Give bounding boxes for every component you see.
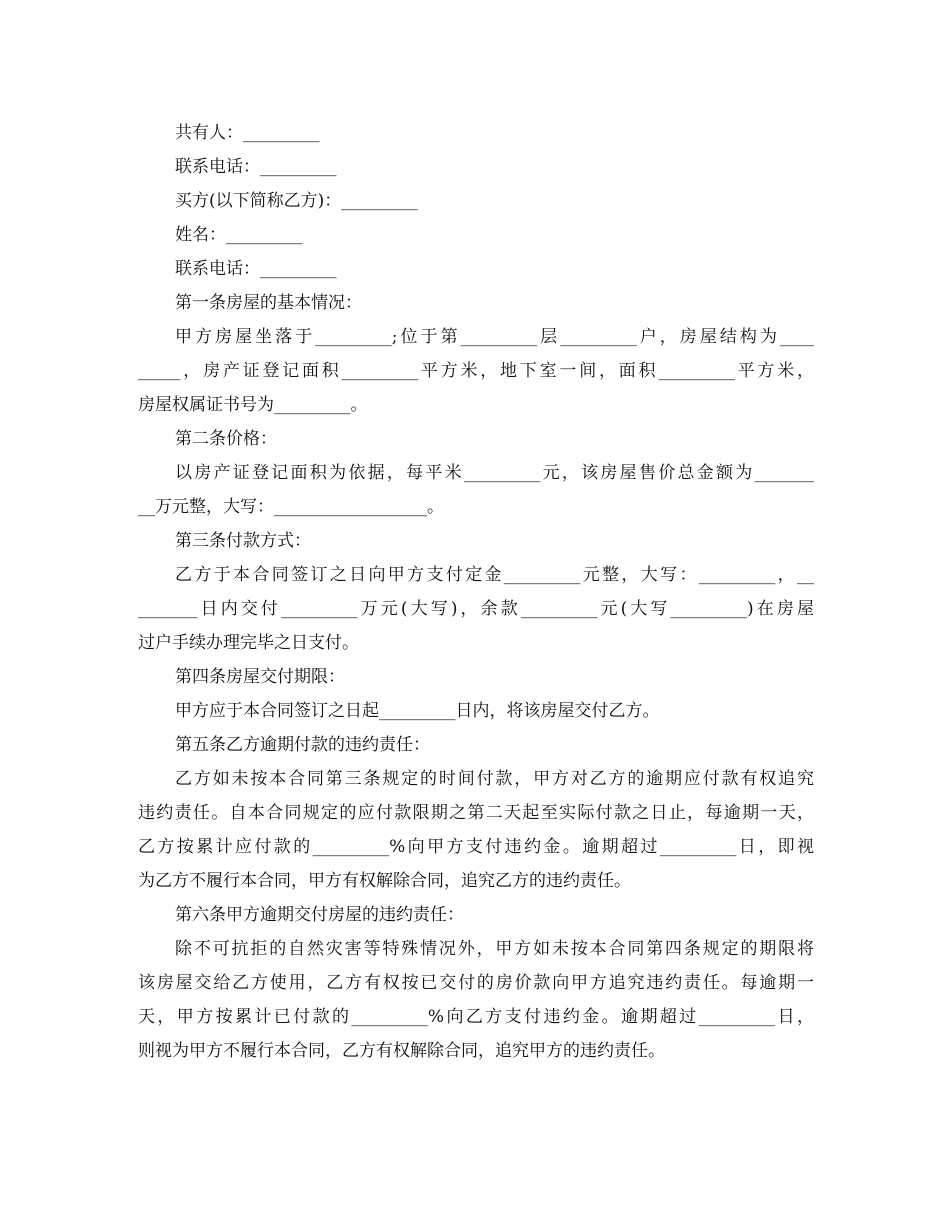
co-owner-line: 共有人：_________ [175,123,320,143]
article-1-line-1: 甲方房屋坐落于_________;位于第_________层_________户，房屋结构为____ [175,327,814,347]
article-2-line-1: 以房产证登记面积为依据，每平米_________元，该房屋售价总金额为_______ [175,463,814,483]
article-4-heading: 第四条房屋交付期限： [175,667,345,687]
contract-body [138,116,814,1068]
article-1-line-3: 房屋权属证书号为_________。 [138,395,368,415]
article-6-line-4: 则视为甲方不履行本合同，乙方有权解除合同，追究甲方的违约责任。 [138,1041,665,1061]
article-1-heading: 第一条房屋的基本情况： [175,293,362,313]
article-2-line-2: __万元整，大写：__________________。 [138,497,444,517]
article-3-line-2: _______日内交付_________万元(大写)，余款_________元(大写_________)在房屋 [138,599,814,619]
article-5-heading: 第五条乙方逾期付款的违约责任： [175,735,430,755]
article-5-line-2: 违约责任。自本合同规定的应付款限期之第二天起至实际付款之日止，每逾期一天， [138,803,814,823]
article-5-line-1: 乙方如未按本合同第三条规定的时间付款，甲方对乙方的逾期应付款有权追究 [175,769,814,789]
article-2-heading: 第二条价格： [175,429,277,449]
article-1-line-2: _____，房产证登记面积_________平方米，地下室一间，面积_________平方米， [138,361,814,381]
article-6-line-3: 天，甲方按累计已付款的_________%向乙方支付违约金。逾期超过_________日， [138,1007,814,1027]
article-6-line-1: 除不可抗拒的自然灾害等特殊情况外，甲方如未按本合同第四条规定的期限将 [175,939,814,959]
article-3-line-3: 过户手续办理完毕之日支付。 [138,633,359,653]
buyer-line: 买方(以下简称乙方)：_________ [175,191,418,211]
article-3-line-1: 乙方于本合同签订之日向甲方支付定金_________元整，大写：_________，__ [175,565,814,585]
buyer-phone-line: 联系电话：_________ [175,259,337,279]
article-5-line-3: 乙方按累计应付款的_________%向甲方支付违约金。逾期超过_________日，即视 [138,837,814,857]
buyer-name-line: 姓名：_________ [175,225,303,245]
article-4-line-1: 甲方应于本合同签订之日起_________日内，将该房屋交付乙方。 [175,701,660,721]
article-3-heading: 第三条付款方式： [175,531,311,551]
article-6-heading: 第六条甲方逾期交付房屋的违约责任： [175,905,464,925]
article-5-line-4: 为乙方不履行本合同，甲方有权解除合同，追究乙方的违约责任。 [138,871,631,891]
article-6-line-2: 该房屋交给乙方使用，乙方有权按已交付的房价款向甲方追究违约责任。每逾期一 [138,973,814,993]
seller-phone-line: 联系电话：_________ [175,157,337,177]
